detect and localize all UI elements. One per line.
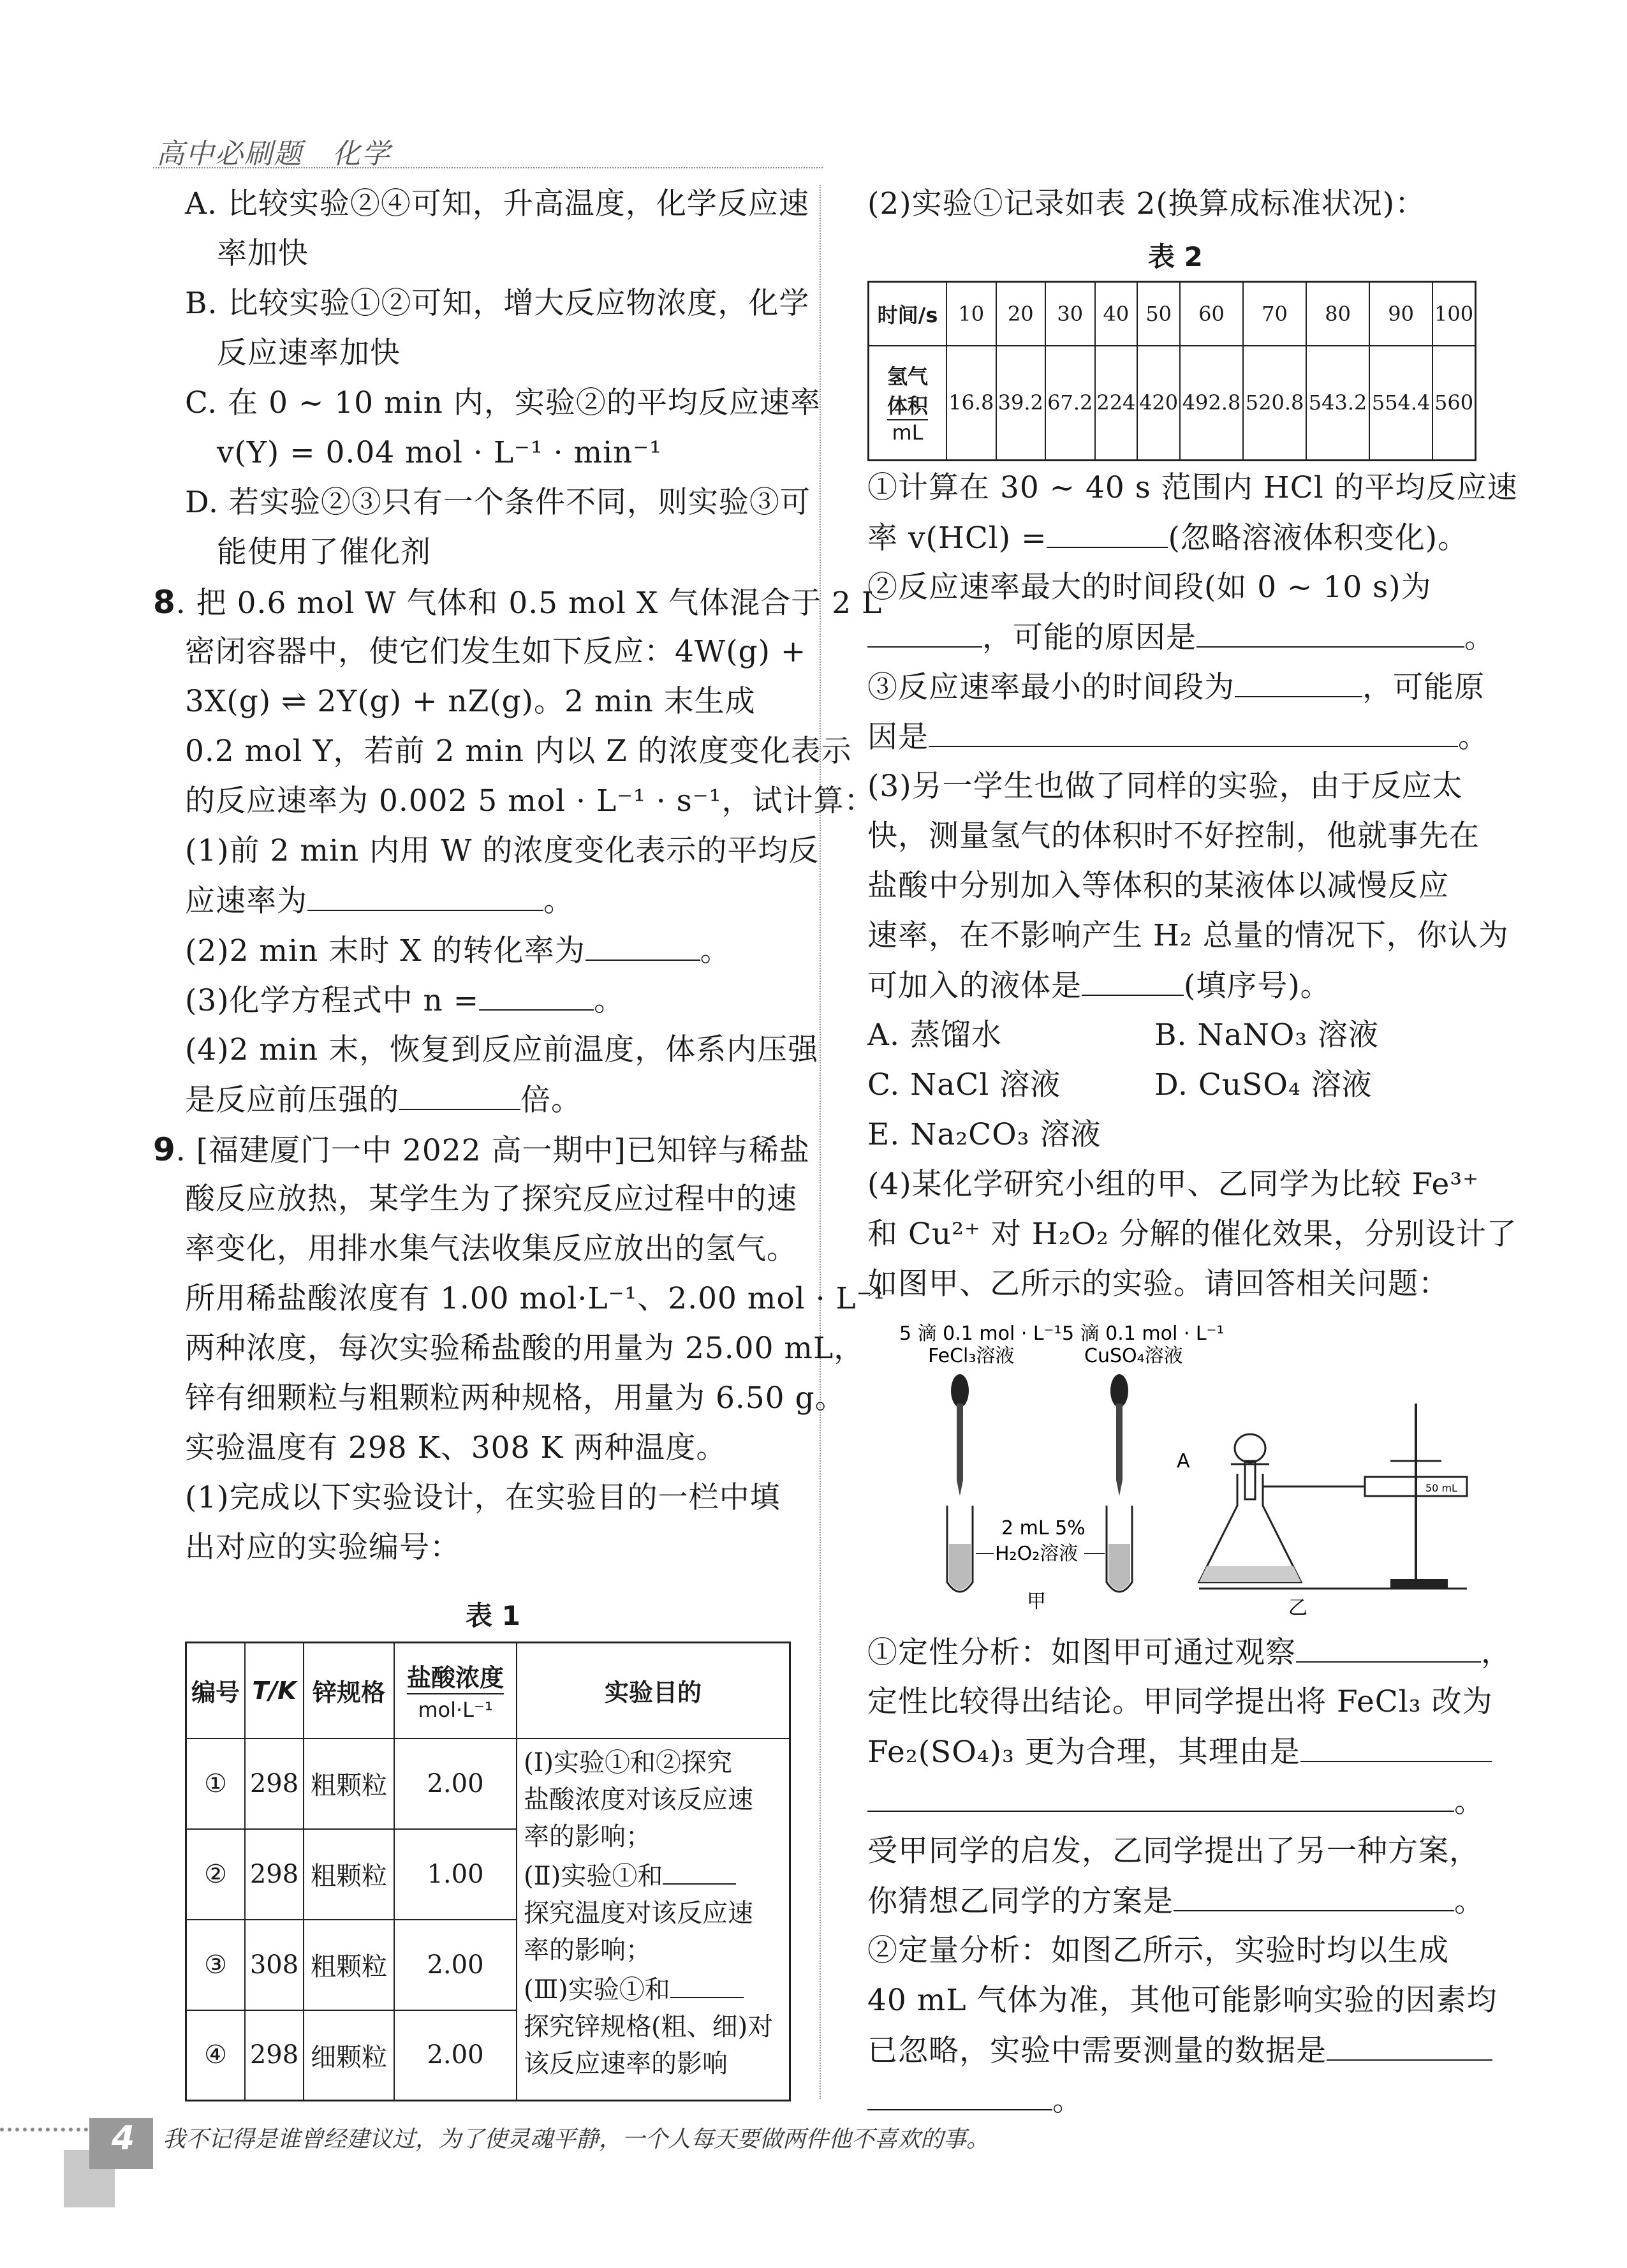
q9-part2-1-line2: [867, 519, 1468, 558]
q9-part2-3-line2: [867, 718, 1489, 757]
answer-blank-min-reason[interactable]: [929, 718, 1458, 747]
q9-part4-line2: 和 Cu²⁺ 对 H₂O₂ 分解的催化效果，分别设计了: [867, 1217, 1517, 1252]
t1-header-temp: T/K: [245, 1643, 304, 1738]
q9-part3-line4: 速率，在不影响产生 H₂ 总量的情况下，你认为: [867, 918, 1509, 953]
question-8-line3: 3X(g) ⇌ 2Y(g) + nZ(g)。2 min 末生成: [185, 684, 756, 719]
q8p3-text: (3)化学方程式中 n =: [185, 983, 480, 1018]
table-1: [185, 1642, 791, 2101]
page-header-title: 高中必刷题 化学: [156, 138, 391, 170]
q9-part4-line3: 如图甲、乙所示的实验。请回答相关问题：: [867, 1266, 1449, 1301]
t1-header-conc-label: 盐酸浓度: [407, 1658, 504, 1694]
t2-volume-cell: 420: [1137, 346, 1180, 461]
t2-time-cell: 100: [1432, 282, 1475, 346]
r21-period: 。: [1454, 1884, 1485, 1919]
column-divider: [820, 185, 821, 2099]
t2-time-cell: 50: [1137, 282, 1180, 346]
q9-part2-3-line1: [867, 668, 1485, 707]
t2-time-cell: 10: [946, 282, 996, 346]
q9-part4-2-line3: [867, 2031, 1492, 2070]
choice-e: E. Na₂CO₃ 溶液: [867, 1117, 1101, 1152]
question-9-line1: [153, 1130, 810, 1170]
t2-volume-row: [869, 346, 1476, 461]
purpose-line: 探究温度对该反应速: [524, 1898, 753, 1928]
t1-purpose-cell: [517, 1738, 790, 2101]
fig-label-drop1-a: 5 滴 0.1 mol · L⁻¹: [899, 1323, 1062, 1345]
q9-part2-intro: (2)实验①记录如表 2(换算成标准状况)：: [867, 186, 1426, 221]
question-9-line2: 酸反应放热，某学生为了探究反应过程中的速: [185, 1182, 797, 1217]
q9-part3-line2: 快，测量氢气的体积时不好控制，他就事先在: [867, 819, 1480, 854]
t2-volume-cell: 16.8: [946, 346, 996, 461]
t1-header-conc: [394, 1643, 517, 1738]
t2-time-cell: 70: [1243, 282, 1306, 346]
r3-text: 率 v(HCl) =: [867, 521, 1047, 556]
t2-volume-cell: 67.2: [1045, 346, 1095, 461]
answer-blank-t1-2[interactable]: [663, 1855, 736, 1885]
t1-cell: 粗颗粒: [304, 1829, 394, 1920]
answer-blank-data-1[interactable]: [1327, 2031, 1492, 2061]
fig-label-drop2-b: CuSO₄溶液: [1084, 1345, 1183, 1367]
r18-text: Fe₂(SO₄)₃ 更为合理，其理由是: [867, 1735, 1300, 1770]
answer-blank-t1-3[interactable]: [670, 1969, 744, 1998]
option-b-line1: B. 比较实验①②可知，增大反应物浓度，化学: [185, 286, 810, 321]
t2-volume-cell: 39.2: [996, 346, 1046, 461]
t1-cell: 1.00: [394, 1829, 517, 1920]
t1-cell: 308: [245, 1920, 304, 2010]
r19-period: 。: [1454, 1784, 1485, 1820]
question-9-part1-line2: 出对应的实验编号：: [185, 1530, 460, 1565]
answer-blank-q8-4[interactable]: [399, 1081, 520, 1110]
q9-part4-1-line6: [867, 1882, 1485, 1921]
q9-part4-2-line1: ②定量分析：如图乙所示，实验时均以生成: [867, 1933, 1449, 1968]
question-8-line1: [153, 583, 882, 623]
fig-label-drop2-a: 5 滴 0.1 mol · L⁻¹: [1062, 1323, 1225, 1345]
test-tube-2-icon: [1107, 1506, 1132, 1592]
q9-part3-line1: (3)另一学生也做了同样的实验，由于反应太: [867, 769, 1463, 804]
question-8-line2: 密闭容器中，使它们发生如下反应：4W(g) +: [185, 634, 807, 669]
table-2-caption: 表 2: [1148, 241, 1203, 272]
option-d-line1: D. 若实验②③只有一个条件不同，则实验③可: [185, 485, 811, 520]
question-8-part1-line2: [185, 882, 574, 921]
answer-blank-min-period[interactable]: [1235, 668, 1362, 697]
answer-blank-plan[interactable]: [1174, 1882, 1454, 1911]
t1-cell: 298: [245, 2010, 304, 2101]
table-2: [867, 281, 1476, 461]
table-1-caption: 表 1: [466, 1600, 520, 1631]
q9-part4-1-line5: 受甲同学的启发，乙同学提出了另一种方案，: [867, 1834, 1480, 1869]
purpose-line: 率的影响；: [524, 1821, 651, 1851]
t1-cell: 2.00: [394, 1738, 517, 1829]
answer-blank-max-period[interactable]: [867, 618, 982, 648]
t2-time-cell: 30: [1045, 282, 1095, 346]
q9-part4-1-line1: [867, 1633, 1512, 1672]
answer-blank-reason-1[interactable]: [1300, 1733, 1492, 1762]
choice-a: A. 蒸馏水: [867, 1018, 1002, 1053]
test-tube-1-icon: [947, 1506, 973, 1592]
dropper-1-icon: [951, 1374, 969, 1496]
choice-d: D. CuSO₄ 溶液: [1154, 1067, 1373, 1102]
question-9-line4: 所用稀盐酸浓度有 1.00 mol·L⁻¹、2.00 mol · L⁻¹: [185, 1281, 886, 1316]
q9-part2-1-line1: ①计算在 30 ~ 40 s 范围内 HCl 的平均反应速: [867, 470, 1518, 505]
table-row: [186, 1738, 790, 1829]
answer-blank-q8-2[interactable]: [585, 931, 700, 961]
t1-cell: 298: [245, 1829, 304, 1920]
fig-label-A: A: [1177, 1450, 1190, 1472]
t2-volume-cell: 224: [1095, 346, 1138, 461]
t1-cell: 细颗粒: [304, 2010, 394, 2101]
option-c-line2: v(Y) = 0.04 mol · L⁻¹ · min⁻¹: [217, 435, 663, 470]
r16-text: ①定性分析：如图甲可通过观察: [867, 1635, 1296, 1670]
q8p1-text: 应速率为: [185, 884, 307, 919]
answer-blank-q8-3[interactable]: [479, 981, 594, 1011]
fig-label-jia: 甲: [1027, 1590, 1046, 1613]
q8p1-period: 。: [543, 884, 574, 919]
t2-time-row: [869, 282, 1476, 346]
r24-text: 已忽略，实验中需要测量的数据是: [867, 2033, 1327, 2068]
q8p3-period: 。: [594, 983, 625, 1018]
fig-label-drop1-b: FeCl₃溶液: [928, 1345, 1015, 1367]
t1-header-purpose: 实验目的: [517, 1643, 790, 1738]
t2-volume-cell: 543.2: [1306, 346, 1369, 461]
r5-period: 。: [1464, 620, 1495, 655]
t1-cell: 2.00: [394, 2010, 517, 2101]
answer-blank-q8-1[interactable]: [307, 882, 543, 911]
purpose-line-blank: [524, 1855, 783, 1895]
t1-cell: 298: [245, 1738, 304, 1829]
q8p4-tail: 倍。: [520, 1083, 582, 1118]
r5-text: ，可能的原因是: [982, 620, 1196, 655]
t2-time-cell: 60: [1180, 282, 1243, 346]
q9-part4-2-line4: [867, 2081, 1083, 2120]
purpose-line: 探究锌规格(粗、细)对: [524, 2012, 774, 2042]
header-divider: [153, 167, 823, 168]
t1-cell: 粗颗粒: [304, 1920, 394, 2010]
page-number: 4: [112, 2119, 135, 2158]
question-8-part4-line1: (4)2 min 末，恢复到反应前温度，体系内压强: [185, 1032, 819, 1067]
question-9-number: 9: [153, 1131, 176, 1168]
t2-volume-label: [869, 346, 947, 461]
t1-cell: 2.00: [394, 1920, 517, 2010]
r7-text: 因是: [867, 720, 929, 755]
answer-blank-max-reason[interactable]: [1196, 618, 1464, 648]
option-d-line2: 能使用了催化剂: [217, 535, 431, 570]
t2-label-line: 氢气: [887, 364, 928, 389]
r7-period: 。: [1458, 720, 1489, 755]
answer-blank-rate[interactable]: [1047, 519, 1168, 548]
purpose-text: (Ⅲ)实验①和: [524, 1975, 670, 2005]
purpose-line: (Ⅰ)实验①和②探究: [524, 1747, 733, 1777]
q9-part3-line3: 盐酸中分别加入等体积的某液体以减慢反应: [867, 868, 1449, 903]
r6-tail: ，可能原: [1362, 670, 1485, 705]
r12-tail: (填序号)。: [1184, 968, 1331, 1004]
answer-blank-observe[interactable]: [1296, 1633, 1481, 1663]
question-9-part1-line1: (1)完成以下实验设计，在实验目的一栏中填: [185, 1480, 781, 1515]
t2-time-label: 时间/s: [869, 282, 947, 346]
t1-cell: ②: [186, 1829, 246, 1920]
t2-label-line: mL: [892, 420, 924, 445]
t1-header-zinc: 锌规格: [304, 1643, 394, 1738]
question-9-line3: 率变化，用排水集气法收集反应放出的氢气。: [185, 1231, 797, 1266]
choice-b: B. NaNO₃ 溶液: [1154, 1018, 1380, 1053]
q9-part4-1-line2: 定性比较得出结论。甲同学提出将 FeCl₃ 改为: [867, 1684, 1493, 1719]
option-c-line1: C. 在 0 ~ 10 min 内，实验②的平均反应速率: [185, 385, 821, 420]
fig-label-h2o2-b: H₂O₂溶液: [995, 1543, 1079, 1565]
t1-header-conc-unit: mol·L⁻¹: [418, 1698, 493, 1723]
q8p2-text: (2)2 min 末时 X 的转化率为: [185, 933, 585, 968]
purpose-line: 该反应速率的影响: [524, 2049, 728, 2079]
flask-apparatus-icon: [1199, 1404, 1467, 1589]
purpose-line: 率的影响；: [524, 1935, 651, 1965]
option-a-line1: A. 比较实验②④可知，升高温度，化学反应速: [185, 186, 809, 221]
q9-part4-1-line3: [867, 1733, 1492, 1772]
syringe-scale-label: 50 mL: [1425, 1482, 1457, 1494]
question-8-part1-line1: (1)前 2 min 内用 W 的浓度变化表示的平均反: [185, 833, 820, 868]
question-8-part3: [185, 981, 624, 1020]
r25-period: 。: [1052, 2083, 1083, 2118]
experiment-figure: [880, 1314, 1480, 1620]
t2-volume-cell: 554.4: [1369, 346, 1432, 461]
answer-blank-data-2[interactable]: [867, 2081, 1052, 2110]
question-8-part2: [185, 931, 731, 970]
option-a-line2: 率加快: [217, 236, 309, 271]
t2-time-cell: 90: [1369, 282, 1432, 346]
question-8-line5: 的反应速率为 0.002 5 mol · L⁻¹ · s⁻¹，试计算：: [185, 783, 875, 819]
footer-dots: [0, 2128, 96, 2131]
question-8-line4: 0.2 mol Y，若前 2 min 内以 Z 的浓度变化表示: [185, 734, 852, 769]
t2-time-cell: 20: [996, 282, 1046, 346]
answer-blank-reason-2[interactable]: [867, 1783, 1454, 1812]
question-9-line6: 锌有细颗粒与粗颗粒两种规格，用量为 6.50 g。: [185, 1381, 846, 1416]
fig-label-h2o2-a: 2 mL 5%: [1001, 1517, 1086, 1539]
t2-time-cell: 40: [1095, 282, 1138, 346]
q9-part4-1-line4: [867, 1783, 1485, 1821]
purpose-text: (Ⅱ)实验①和: [524, 1861, 663, 1891]
q8p4-text: 是反应前压强的: [185, 1083, 399, 1118]
option-b-line2: 反应速率加快: [217, 336, 401, 371]
t2-volume-cell: 560: [1432, 346, 1475, 461]
t2-label-line: 体积: [887, 390, 928, 420]
r21-text: 你猜想乙同学的方案是: [867, 1884, 1174, 1919]
question-8-number: 8: [153, 584, 176, 621]
question-8-text1: . 把 0.6 mol W 气体和 0.5 mol X 气体混合于 2 L: [175, 586, 883, 621]
dropper-2-icon: [1110, 1374, 1128, 1496]
choice-c: C. NaCl 溶液: [867, 1067, 1061, 1102]
r12-text: 可加入的液体是: [867, 968, 1082, 1004]
purpose-line-blank: [524, 1969, 783, 2008]
footer-quote: 我不记得是谁曾经建议过，为了使灵魂平静，一个人每天要做两件他不喜欢的事。: [163, 2126, 990, 2153]
t1-header-id: 编号: [186, 1643, 246, 1738]
t2-volume-cell: 492.8: [1180, 346, 1243, 461]
q8p2-period: 。: [700, 933, 731, 968]
r16-tail: ，: [1481, 1635, 1512, 1670]
t1-cell: ④: [186, 2010, 246, 2101]
fig-label-yi: 乙: [1288, 1597, 1307, 1619]
r3-tail: (忽略溶液体积变化)。: [1168, 521, 1469, 556]
question-9-line5: 两种浓度，每次实验稀盐酸的用量为 25.00 mL，: [185, 1331, 865, 1366]
purpose-line: 盐酸浓度对该反应速: [524, 1784, 753, 1814]
question-8-part4-line2: [185, 1081, 582, 1120]
q9-part2-2-line1: ②反应速率最大的时间段(如 0 ~ 10 s)为: [867, 570, 1432, 605]
t2-time-cell: 80: [1306, 282, 1369, 346]
r6-text: ③反应速率最小的时间段为: [867, 670, 1235, 705]
question-9-text1: . [福建厦门一中 2022 高一期中]已知锌与稀盐: [175, 1133, 810, 1168]
t1-cell: 粗颗粒: [304, 1738, 394, 1829]
t2-volume-cell: 520.8: [1243, 346, 1306, 461]
q9-part4-2-line2: 40 mL 气体为准，其他可能影响实验的因素均: [867, 1983, 1498, 2018]
question-9-line7: 实验温度有 298 K、308 K 两种温度。: [185, 1430, 727, 1465]
q9-part4-line1: (4)某化学研究小组的甲、乙同学为比较 Fe³⁺: [867, 1167, 1480, 1202]
q9-part2-2-line2: [867, 618, 1495, 657]
t1-cell: ③: [186, 1920, 246, 2010]
t1-cell: ①: [186, 1738, 246, 1829]
answer-blank-liquid[interactable]: [1082, 967, 1184, 996]
q9-part3-line5: [867, 967, 1331, 1005]
